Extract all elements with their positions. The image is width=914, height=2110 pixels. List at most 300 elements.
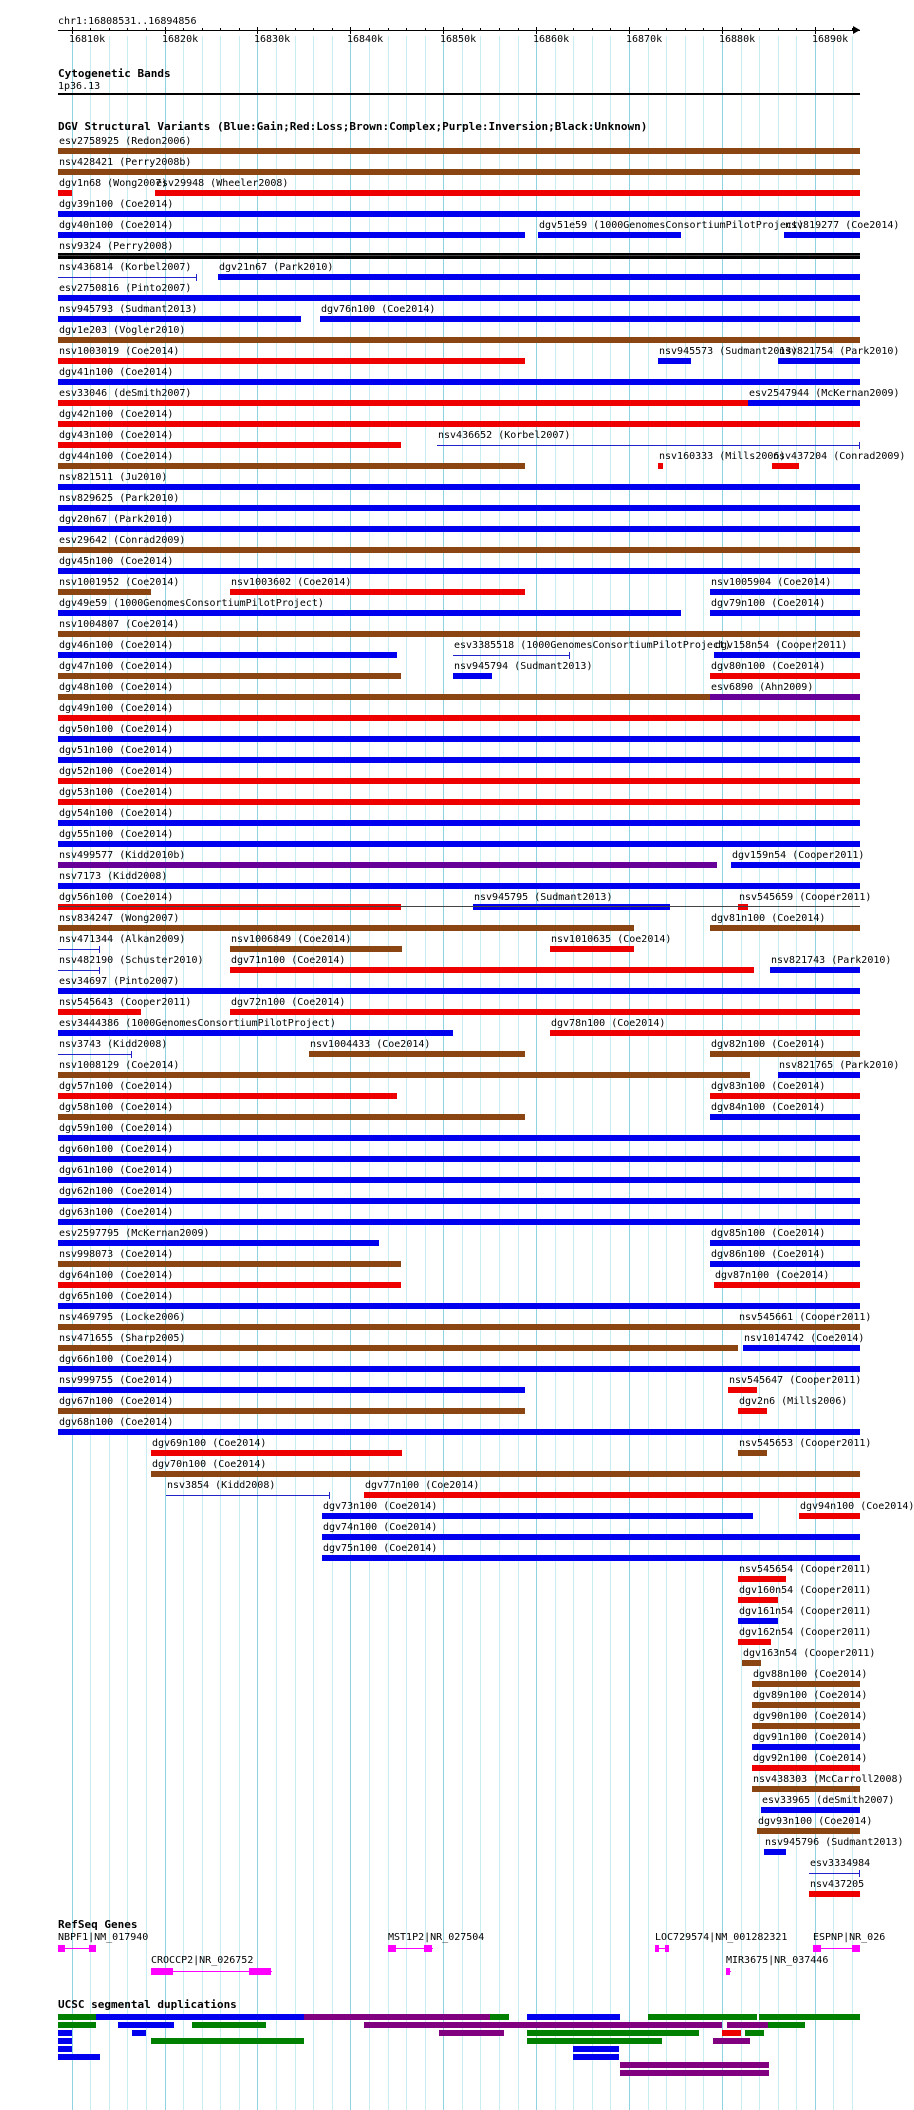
variant-bar xyxy=(58,190,72,196)
ruler-minor-tick xyxy=(220,28,221,31)
ruler-minor-tick xyxy=(573,28,574,31)
variant-label: esv2758925 (Redon2006) xyxy=(59,136,192,147)
variant-label: dgv163n54 (Cooper2011) xyxy=(743,1648,876,1659)
gene-label: CROCCP2|NR_026752 xyxy=(151,1955,254,1966)
variant-label: dgv59n100 (Coe2014) xyxy=(59,1123,174,1134)
ruler-minor-tick xyxy=(239,28,240,31)
ruler-tick-label: 16890k xyxy=(812,34,849,45)
variant-bar xyxy=(778,358,860,364)
variant-bar xyxy=(58,505,860,511)
variant-bar-end xyxy=(859,442,860,449)
ruler-tick-label: 16840k xyxy=(347,34,384,45)
variant-bar xyxy=(230,589,525,595)
ruler-tick-label: 16810k xyxy=(69,34,106,45)
variant-unknown-line xyxy=(58,255,860,256)
variant-label: nsv821743 (Park2010) xyxy=(771,955,892,966)
variant-label: dgv50n100 (Coe2014) xyxy=(59,724,174,735)
variant-label: nsv1010635 (Coe2014) xyxy=(551,934,672,945)
variant-bar xyxy=(322,1534,860,1540)
variant-bar xyxy=(710,1261,860,1267)
ruler-minor-tick xyxy=(295,28,296,31)
ruler-minor-tick xyxy=(127,28,128,31)
variant-label: dgv79n100 (Coe2014) xyxy=(711,598,826,609)
segdup-block xyxy=(118,2022,174,2028)
variant-bar xyxy=(738,1597,778,1603)
gene-exon xyxy=(424,1945,432,1952)
variant-bar xyxy=(752,1702,860,1708)
variant-bar-end xyxy=(329,1492,330,1499)
ruler-tick xyxy=(350,27,351,34)
ruler-tick-label: 16870k xyxy=(626,34,663,45)
variant-label: nsv821511 (Ju2010) xyxy=(59,472,168,483)
ruler-tick-label: 16880k xyxy=(719,34,756,45)
variant-bar xyxy=(58,277,197,278)
variant-bar xyxy=(230,946,402,952)
variant-label: nsv1008129 (Coe2014) xyxy=(59,1060,180,1071)
variant-bar xyxy=(58,862,717,868)
variant-bar xyxy=(714,1282,860,1288)
variant-label: dgv2n6 (Mills2006) xyxy=(739,1396,848,1407)
variant-bar xyxy=(58,295,860,301)
gene-exon xyxy=(726,1968,730,1975)
variant-bar xyxy=(58,1135,860,1141)
variant-label: nsv819277 (Coe2014) xyxy=(785,220,900,231)
variant-bar xyxy=(799,1513,860,1519)
variant-label: dgv51e59 (1000GenomesConsortiumPilotProject) xyxy=(539,220,804,231)
ruler-minor-tick xyxy=(648,28,649,31)
variant-label: nsv437204 (Conrad2009) xyxy=(773,451,906,462)
variant-label: dgv90n100 (Coe2014) xyxy=(753,1711,868,1722)
variant-bar xyxy=(710,694,860,700)
variant-label: dgv67n100 (Coe2014) xyxy=(59,1396,174,1407)
variant-label: nsv499577 (Kidd2010b) xyxy=(59,850,186,861)
segdup-block xyxy=(620,2062,769,2068)
variant-bar xyxy=(58,715,860,721)
segdup-block xyxy=(648,2014,732,2020)
variant-bar xyxy=(218,274,860,280)
variant-bar xyxy=(58,673,401,679)
variant-label: dgv1e203 (Vogler2010) xyxy=(59,325,186,336)
variant-bar xyxy=(58,736,860,742)
variant-bar xyxy=(710,673,860,679)
variant-bar xyxy=(58,1429,860,1435)
variant-label: dgv1n68 (Wong2007) xyxy=(59,178,168,189)
variant-label: dgv66n100 (Coe2014) xyxy=(59,1354,174,1365)
variant-bar xyxy=(738,904,748,910)
segdup-block xyxy=(222,2014,262,2020)
gene-exon xyxy=(813,1945,821,1952)
variant-label: dgv64n100 (Coe2014) xyxy=(59,1270,174,1281)
variant-label: dgv84n100 (Coe2014) xyxy=(711,1102,826,1113)
variant-bar xyxy=(58,1030,453,1036)
variant-label: dgv91n100 (Coe2014) xyxy=(753,1732,868,1743)
ruler-coordinates: chr1:16808531..16894856 xyxy=(58,16,197,27)
dgv-track-title: DGV Structural Variants (Blue:Gain;Red:Loss;Brown:Complex;Purple:Inversion;Black:Unknown) xyxy=(58,120,648,133)
variant-label: dgv76n100 (Coe2014) xyxy=(321,304,436,315)
ruler-minor-tick xyxy=(425,28,426,31)
ruler-minor-tick xyxy=(369,28,370,31)
variant-bar xyxy=(322,1513,753,1519)
variant-label: dgv62n100 (Coe2014) xyxy=(59,1186,174,1197)
variant-bar xyxy=(58,526,860,532)
variant-bar xyxy=(58,1303,860,1309)
variant-bar xyxy=(58,1009,141,1015)
variant-label: dgv43n100 (Coe2014) xyxy=(59,430,174,441)
variant-bar xyxy=(772,463,799,469)
variant-label: dgv49n100 (Coe2014) xyxy=(59,703,174,714)
variant-bar xyxy=(58,949,100,950)
variant-label: dgv63n100 (Coe2014) xyxy=(59,1207,174,1218)
variant-bar xyxy=(752,1723,860,1729)
variant-label: dgv49e59 (1000GenomesConsortiumPilotProject) xyxy=(59,598,324,609)
gene-label: MIR3675|NR_037446 xyxy=(726,1955,829,1966)
ruler-tick xyxy=(443,27,444,34)
ruler-minor-tick xyxy=(610,28,611,31)
variant-bar xyxy=(738,1450,767,1456)
variant-label: dgv161n54 (Cooper2011) xyxy=(739,1606,872,1617)
variant-label: nsv945796 (Sudmant2013) xyxy=(765,1837,904,1848)
ruler-minor-tick xyxy=(555,28,556,31)
ruler-minor-tick xyxy=(759,28,760,31)
gene-exon xyxy=(388,1945,396,1952)
gene-label: MST1P2|NR_027504 xyxy=(388,1932,485,1943)
variant-bar xyxy=(58,799,860,805)
ruler-tick xyxy=(72,27,73,34)
segdup-block xyxy=(96,2014,151,2020)
segdup-block xyxy=(550,2022,722,2028)
variant-label: dgv162n54 (Cooper2011) xyxy=(739,1627,872,1638)
variant-bar xyxy=(738,1324,754,1330)
ruler-minor-tick xyxy=(90,28,91,31)
variant-bar xyxy=(809,1873,860,1874)
variant-label: nsv834247 (Wong2007) xyxy=(59,913,180,924)
variant-bar xyxy=(58,232,525,238)
variant-label: dgv55n100 (Coe2014) xyxy=(59,829,174,840)
variant-bar xyxy=(710,1114,860,1120)
variant-label: dgv58n100 (Coe2014) xyxy=(59,1102,174,1113)
variant-bar xyxy=(58,1198,860,1204)
variant-label: nsv545659 (Cooper2011) xyxy=(739,892,872,903)
variant-label: nsv545661 (Cooper2011) xyxy=(739,1312,872,1323)
variant-bar-end xyxy=(131,1051,132,1058)
variant-bar xyxy=(58,484,860,490)
segdup-block xyxy=(490,2014,509,2020)
variant-bar xyxy=(151,1450,402,1456)
variant-bar xyxy=(58,1240,379,1246)
variant-bar xyxy=(58,970,100,971)
variant-label: dgv85n100 (Coe2014) xyxy=(711,1228,826,1239)
variant-bar xyxy=(738,1408,767,1414)
ruler-minor-tick xyxy=(480,28,481,31)
variant-label: dgv87n100 (Coe2014) xyxy=(715,1270,830,1281)
variant-label: nsv945795 (Sudmant2013) xyxy=(474,892,613,903)
variant-label: dgv86n100 (Coe2014) xyxy=(711,1249,826,1260)
variant-bar-end xyxy=(196,274,197,281)
variant-bar xyxy=(58,1219,860,1225)
variant-bar xyxy=(58,631,860,637)
variant-bar xyxy=(738,1576,786,1582)
ruler-minor-tick xyxy=(313,28,314,31)
segdup-block xyxy=(58,2014,96,2020)
ruler-minor-tick xyxy=(183,28,184,31)
variant-label: nsv821754 (Park2010) xyxy=(779,346,900,357)
variant-label: dgv48n100 (Coe2014) xyxy=(59,682,174,693)
variant-label: dgv60n100 (Coe2014) xyxy=(59,1144,174,1155)
variant-bar xyxy=(453,655,570,656)
variant-label: dgv69n100 (Coe2014) xyxy=(152,1438,267,1449)
variant-label: esv2597795 (McKernan2009) xyxy=(59,1228,210,1239)
variant-label: nsv1006849 (Coe2014) xyxy=(231,934,352,945)
segdup-block xyxy=(573,2054,619,2060)
variant-bar xyxy=(58,379,860,385)
variant-bar xyxy=(58,1408,525,1414)
segdup-block xyxy=(304,2014,490,2020)
ruler-minor-tick xyxy=(276,28,277,31)
variant-label: esv34697 (Pinto2007) xyxy=(59,976,180,987)
variant-bar xyxy=(58,1114,525,1120)
segdup-block xyxy=(58,2038,72,2044)
variant-bar-end xyxy=(569,652,570,659)
variant-label: dgv75n100 (Coe2014) xyxy=(323,1543,438,1554)
variant-bar xyxy=(58,1156,860,1162)
variant-label: nsv7173 (Kidd2008) xyxy=(59,871,168,882)
variant-bar xyxy=(364,1492,860,1498)
variant-bar xyxy=(710,1240,860,1246)
variant-label: nsv945793 (Sudmant2013) xyxy=(59,304,198,315)
variant-bar xyxy=(58,358,525,364)
ruler-minor-tick xyxy=(778,28,779,31)
variant-label: esv2547944 (McKernan2009) xyxy=(749,388,900,399)
ruler-axis xyxy=(58,30,860,31)
variant-bar xyxy=(731,862,860,868)
variant-label: esv3444386 (1000GenomesConsortiumPilotProject) xyxy=(59,1018,336,1029)
variant-label: dgv89n100 (Coe2014) xyxy=(753,1690,868,1701)
ruler-minor-tick xyxy=(741,28,742,31)
ruler-tick-label: 16820k xyxy=(162,34,199,45)
segdup-block xyxy=(151,2014,223,2020)
variant-label: nsv437205 xyxy=(810,1879,865,1890)
variant-bar xyxy=(58,253,860,259)
segdup-block xyxy=(262,2014,304,2020)
variant-bar xyxy=(58,337,860,343)
variant-label: esv6890 (Ahn2009) xyxy=(711,682,814,693)
variant-label: dgv71n100 (Coe2014) xyxy=(231,955,346,966)
variant-label: dgv41n100 (Coe2014) xyxy=(59,367,174,378)
variant-bar xyxy=(550,946,634,952)
variant-label: nsv545643 (Cooper2011) xyxy=(59,997,192,1008)
variant-bar xyxy=(58,1093,397,1099)
variant-bar xyxy=(58,169,860,175)
segdup-block xyxy=(722,2030,741,2036)
segdup-block xyxy=(527,2030,657,2036)
variant-label: nsv438303 (McCarroll2008) xyxy=(753,1774,904,1785)
variant-label: esv3385518 (1000GenomesConsortiumPilotProject) xyxy=(454,640,731,651)
variant-label: nsv1004433 (Coe2014) xyxy=(310,1039,431,1050)
variant-bar xyxy=(752,1765,860,1771)
variant-bar xyxy=(58,547,860,553)
variant-label: nsv999755 (Coe2014) xyxy=(59,1375,174,1386)
ruler-minor-tick xyxy=(499,28,500,31)
refseq-track-title: RefSeq Genes xyxy=(58,1918,138,1931)
variant-label: dgv53n100 (Coe2014) xyxy=(59,787,174,798)
segdup-track-title: UCSC segmental duplications xyxy=(58,1998,237,2011)
variant-label: dgv72n100 (Coe2014) xyxy=(231,997,346,1008)
gene-exon xyxy=(852,1945,860,1952)
variant-bar xyxy=(58,1387,525,1393)
segdup-block xyxy=(58,2046,72,2052)
variant-bar-end xyxy=(99,946,100,953)
variant-label: dgv70n100 (Coe2014) xyxy=(152,1459,267,1470)
variant-label: esv29948 (Wheeler2008) xyxy=(156,178,289,189)
variant-label: nsv545653 (Cooper2011) xyxy=(739,1438,872,1449)
variant-label: dgv92n100 (Coe2014) xyxy=(753,1753,868,1764)
variant-bar-end xyxy=(859,1870,860,1877)
variant-bar xyxy=(473,904,670,910)
variant-label: dgv57n100 (Coe2014) xyxy=(59,1081,174,1092)
variant-label: nsv428421 (Perry2008b) xyxy=(59,157,192,168)
cytoband-bar xyxy=(58,93,860,95)
segdup-block xyxy=(58,2022,96,2028)
ruler-minor-tick xyxy=(518,28,519,31)
variant-label: nsv945794 (Sudmant2013) xyxy=(454,661,593,672)
variant-bar xyxy=(58,442,401,448)
variant-label: dgv52n100 (Coe2014) xyxy=(59,766,174,777)
variant-bar xyxy=(230,1009,860,1015)
variant-bar xyxy=(764,1849,786,1855)
variant-label: dgv56n100 (Coe2014) xyxy=(59,892,174,903)
variant-bar xyxy=(752,1681,860,1687)
variant-label: esv3334984 xyxy=(810,1858,871,1869)
variant-label: dgv82n100 (Coe2014) xyxy=(711,1039,826,1050)
variant-bar xyxy=(58,652,397,658)
variant-label: dgv88n100 (Coe2014) xyxy=(753,1669,868,1680)
variant-bar xyxy=(710,610,860,616)
ruler-minor-tick xyxy=(852,28,853,31)
segdup-block xyxy=(620,2070,769,2076)
variant-bar xyxy=(778,1072,860,1078)
segdup-block xyxy=(657,2030,699,2036)
variant-label: nsv998073 (Coe2014) xyxy=(59,1249,174,1260)
variant-bar xyxy=(58,316,301,322)
variant-label: dgv51n100 (Coe2014) xyxy=(59,745,174,756)
ruler-minor-tick xyxy=(462,28,463,31)
variant-label: nsv471344 (Alkan2009) xyxy=(59,934,186,945)
variant-label: dgv20n67 (Park2010) xyxy=(59,514,174,525)
ruler-tick-label: 16850k xyxy=(440,34,477,45)
variant-label: esv33965 (deSmith2007) xyxy=(762,1795,895,1806)
variant-label: esv29642 (Conrad2009) xyxy=(59,535,186,546)
variant-bar xyxy=(58,1072,750,1078)
variant-label: dgv21n67 (Park2010) xyxy=(219,262,334,273)
variant-bar xyxy=(151,1471,860,1477)
variant-label: esv33046 (deSmith2007) xyxy=(59,388,192,399)
segdup-block xyxy=(151,2038,304,2044)
variant-bar xyxy=(757,1828,860,1834)
variant-bar xyxy=(728,1387,757,1393)
variant-label: dgv80n100 (Coe2014) xyxy=(711,661,826,672)
segdup-block xyxy=(58,2030,72,2036)
segdup-block xyxy=(58,2054,100,2060)
ruler-tick xyxy=(536,27,537,34)
ruler-minor-tick xyxy=(796,28,797,31)
cytoband-track-title: Cytogenetic Bands xyxy=(58,67,171,80)
variant-bar xyxy=(58,1054,132,1055)
variant-bar xyxy=(550,1030,860,1036)
variant-bar xyxy=(710,589,860,595)
gene-exon xyxy=(58,1945,65,1952)
variant-bar-end xyxy=(99,967,100,974)
variant-bar xyxy=(743,1345,860,1351)
variant-bar xyxy=(58,820,860,826)
segdup-block xyxy=(364,2022,550,2028)
variant-bar xyxy=(58,925,634,931)
ruler-minor-tick xyxy=(202,28,203,31)
variant-label: nsv829625 (Park2010) xyxy=(59,493,180,504)
segdup-block xyxy=(745,2030,764,2036)
variant-bar xyxy=(761,1807,860,1813)
variant-label: nsv160333 (Mills2006) xyxy=(659,451,786,462)
variant-bar xyxy=(322,1555,860,1561)
gene-exon xyxy=(89,1945,96,1952)
variant-label: nsv469795 (Locke2006) xyxy=(59,1312,186,1323)
variant-label: dgv61n100 (Coe2014) xyxy=(59,1165,174,1176)
variant-label: dgv81n100 (Coe2014) xyxy=(711,913,826,924)
variant-bar xyxy=(710,925,860,931)
variant-label: dgv42n100 (Coe2014) xyxy=(59,409,174,420)
ruler-tick xyxy=(722,27,723,34)
variant-label: nsv1003019 (Coe2014) xyxy=(59,346,180,357)
variant-bar xyxy=(710,1093,860,1099)
variant-bar xyxy=(437,445,860,446)
variant-bar xyxy=(538,232,681,238)
segdup-block xyxy=(132,2030,146,2036)
segdup-block xyxy=(573,2046,619,2052)
variant-bar xyxy=(748,400,860,406)
gene-exon xyxy=(249,1968,271,1975)
variant-bar xyxy=(714,652,860,658)
variant-label: nsv1001952 (Coe2014) xyxy=(59,577,180,588)
segdup-block xyxy=(527,2014,620,2020)
variant-bar xyxy=(58,904,401,910)
variant-bar xyxy=(58,463,525,469)
variant-bar xyxy=(166,1495,330,1496)
variant-bar xyxy=(752,1744,860,1750)
variant-label: nsv1004807 (Coe2014) xyxy=(59,619,180,630)
gene-exon xyxy=(655,1945,659,1952)
gene-label: NBPF1|NM_017940 xyxy=(58,1932,149,1943)
variant-bar xyxy=(752,1786,860,1792)
variant-label: dgv74n100 (Coe2014) xyxy=(323,1522,438,1533)
ruler-minor-tick xyxy=(146,28,147,31)
variant-label: dgv83n100 (Coe2014) xyxy=(711,1081,826,1092)
segdup-block xyxy=(439,2030,504,2036)
variant-bar xyxy=(58,1366,860,1372)
variant-label: dgv47n100 (Coe2014) xyxy=(59,661,174,672)
ruler-minor-tick xyxy=(406,28,407,31)
variant-label: nsv545654 (Cooper2011) xyxy=(739,1564,872,1575)
variant-label: nsv471655 (Sharp2005) xyxy=(59,1333,186,1344)
variant-label: dgv65n100 (Coe2014) xyxy=(59,1291,174,1302)
variant-bar xyxy=(784,232,860,238)
variant-bar xyxy=(58,211,860,217)
ruler-minor-tick xyxy=(332,28,333,31)
variant-label: dgv73n100 (Coe2014) xyxy=(323,1501,438,1512)
gene-label: ESPNP|NR_026 xyxy=(813,1932,886,1943)
variant-bar xyxy=(658,358,691,364)
segdup-block xyxy=(768,2022,805,2028)
variant-label: nsv436652 (Korbel2007) xyxy=(438,430,571,441)
variant-label: dgv40n100 (Coe2014) xyxy=(59,220,174,231)
